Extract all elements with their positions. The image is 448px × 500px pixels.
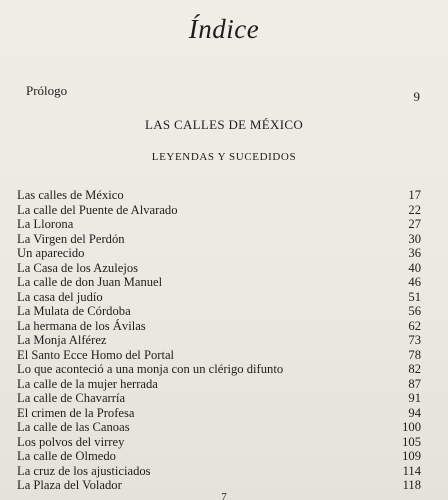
- toc-entry-page-number: 73: [408, 333, 421, 347]
- toc-entry-title: La Virgen del Perdón: [17, 231, 125, 246]
- page-folio: 7: [221, 491, 227, 500]
- toc-entry-title: Los polvos del virrey: [17, 434, 125, 449]
- toc-entry: [17, 261, 421, 276]
- toc-entry-title: La hermana de los Ávilas: [17, 318, 146, 333]
- toc-entry: [17, 435, 421, 450]
- toc-entry: [17, 246, 421, 261]
- toc-entry-title: Las calles de México: [17, 188, 124, 202]
- toc-entry: [17, 304, 421, 319]
- toc-entry-title: La calle de las Canoas: [17, 420, 130, 434]
- toc-entry-page-number: 9: [413, 89, 420, 104]
- toc-entry-title: La Mulata de Córdoba: [17, 304, 131, 318]
- toc-entry-title: La calle de don Juan Manuel: [17, 275, 163, 289]
- toc-entry: [17, 464, 421, 479]
- toc-entry: [17, 333, 421, 348]
- toc-entry: [17, 203, 421, 218]
- section-heading: LEYENDAS Y SUCEDIDOS: [151, 151, 297, 163]
- toc-entry-title: La Plaza del Volador: [17, 478, 122, 492]
- toc-entry-title: La casa del judío: [17, 289, 103, 304]
- toc-entry-title: El crimen de la Profesa: [17, 405, 135, 420]
- toc-entry-page-number: 27: [408, 217, 421, 231]
- toc-entry-title: La Llorona: [17, 217, 74, 231]
- toc-entry: [17, 290, 421, 305]
- toc-entry-page-number: 118: [402, 478, 421, 492]
- toc-entry: [17, 420, 421, 435]
- part-heading: LAS CALLES DE MÉXICO: [144, 117, 304, 132]
- toc-entry: [17, 188, 421, 203]
- toc-entry-page-number: 114: [402, 463, 421, 478]
- toc-entry-prologue: [26, 83, 420, 104]
- toc-entry-title: Un aparecido: [17, 246, 85, 260]
- toc-entry-page-number: 36: [408, 246, 421, 260]
- toc-entry: [17, 406, 421, 421]
- toc-entry-page-number: 82: [408, 362, 421, 376]
- toc-entry-page-number: 17: [408, 188, 421, 202]
- toc-entry-title: Lo que aconteció a una monja con un clérigo difunto: [17, 362, 284, 376]
- toc-entry-page-number: 22: [408, 202, 421, 217]
- page-title: Índice: [188, 14, 260, 44]
- toc-entry-page-number: 56: [408, 304, 421, 318]
- toc-entry: [17, 377, 421, 392]
- toc-entry-title: La cruz de los ajusticiados: [17, 463, 151, 478]
- toc-entry-page-number: 94: [408, 405, 421, 420]
- toc-entry-title: La calle de la mujer herrada: [17, 376, 158, 391]
- toc-entry-page-number: 62: [408, 318, 421, 333]
- toc-entry: [17, 449, 421, 464]
- toc-list: [17, 188, 421, 493]
- toc-entry: [17, 275, 421, 290]
- toc-entry-page-number: 87: [408, 376, 421, 391]
- toc-entry: [17, 217, 421, 232]
- toc-entry-page-number: 109: [402, 449, 421, 463]
- toc-entry-page-number: 100: [402, 420, 421, 434]
- toc-entry-page-number: 78: [408, 347, 421, 362]
- toc-entry-title: La calle del Puente de Alvarado: [17, 202, 178, 217]
- toc-entry-title: La Casa de los Azulejos: [17, 260, 139, 275]
- toc-entry: [17, 391, 421, 406]
- toc-entry-title: La Monja Alférez: [17, 333, 107, 347]
- toc-entry-title: Prólogo: [26, 83, 68, 98]
- toc-entry: [17, 319, 421, 334]
- toc-entry-title: El Santo Ecce Homo del Portal: [17, 347, 175, 362]
- toc-entry-page-number: 51: [408, 289, 421, 304]
- toc-entry: [17, 362, 421, 377]
- toc-entry-page-number: 46: [408, 275, 421, 289]
- toc-entry-title: La calle de Olmedo: [17, 449, 116, 463]
- toc-entry-page-number: 30: [408, 231, 421, 246]
- toc-entry-title: La calle de Chavarría: [17, 391, 126, 405]
- toc-entry: [17, 232, 421, 247]
- toc-entry-page-number: 91: [408, 391, 421, 405]
- toc-entry-page-number: 105: [402, 434, 421, 449]
- toc-entry-page-number: 40: [408, 260, 421, 275]
- toc-entry: [17, 348, 421, 363]
